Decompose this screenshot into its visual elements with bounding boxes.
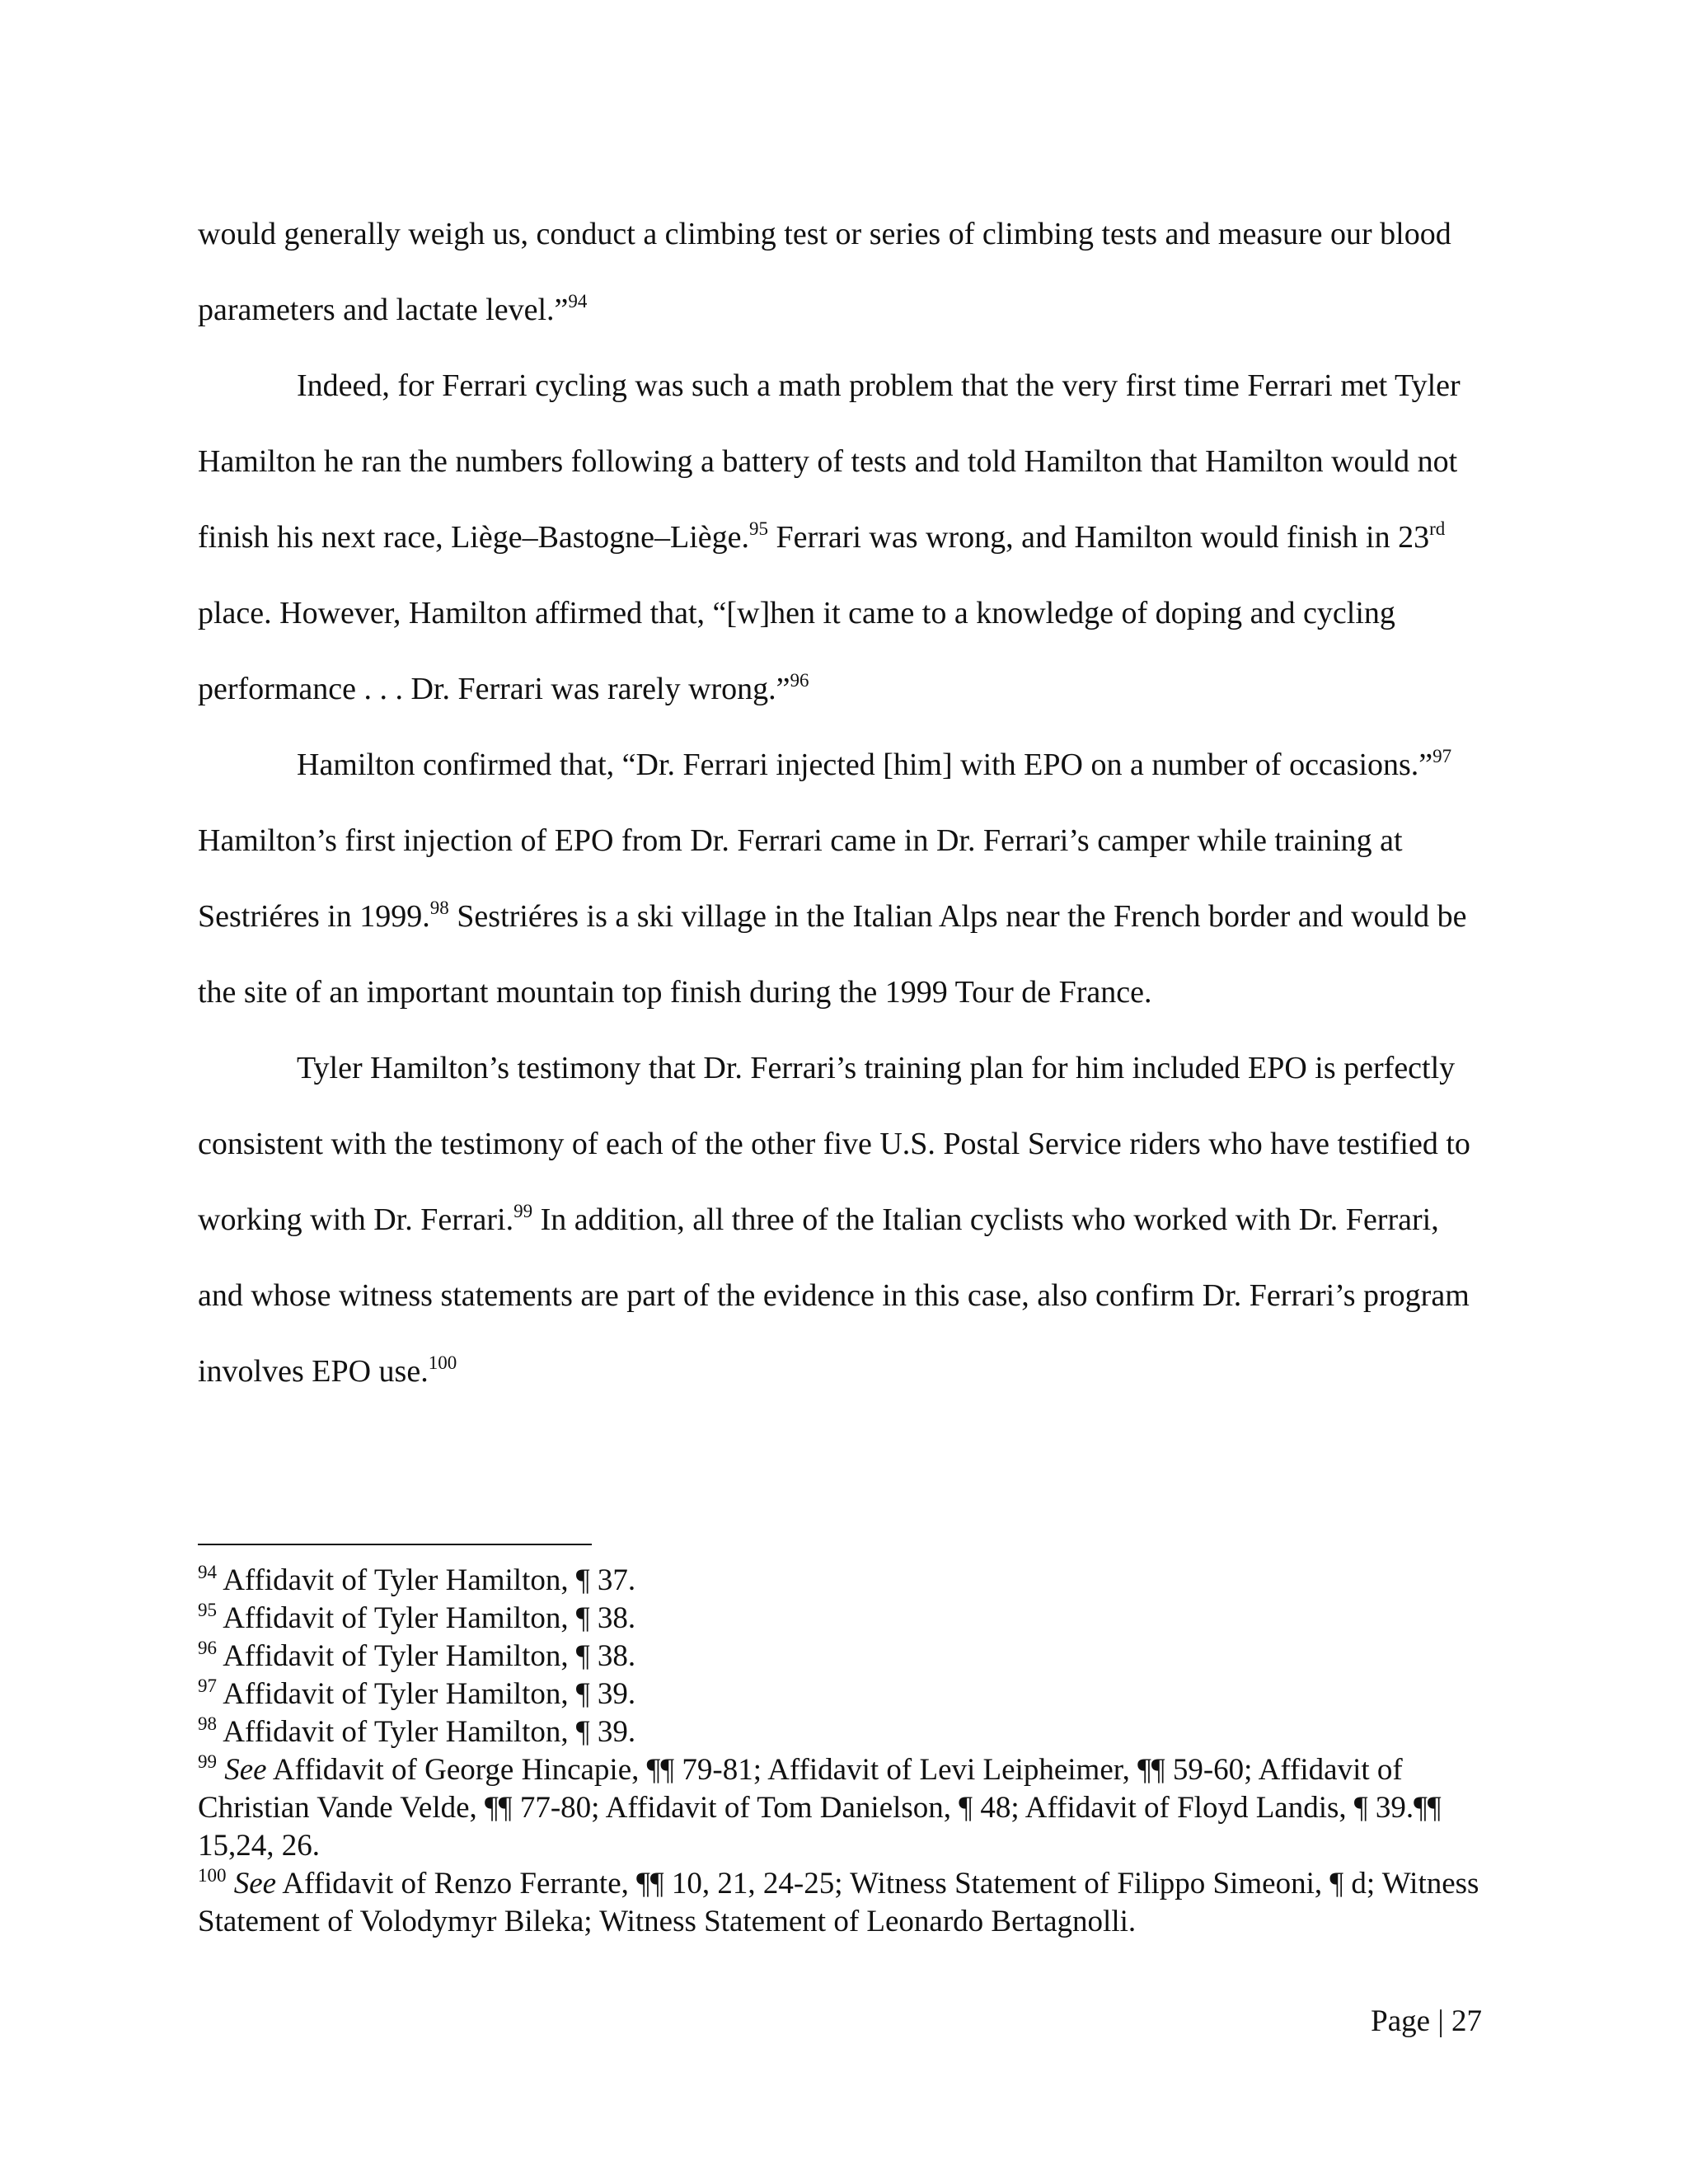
text-run: Tyler Hamilton’s testimony that Dr. Ferrari’s training plan for him included EPO is perfectly consistent with the testimony of each of the other five U.S. Postal Service riders who have testified to working with Dr. Ferrari. bbox=[198, 1051, 1470, 1237]
paragraph bbox=[198, 727, 1492, 1030]
paragraph bbox=[198, 196, 1492, 348]
footnote bbox=[198, 1562, 1500, 1600]
footnote-number: 95 bbox=[198, 1600, 217, 1620]
footnote bbox=[198, 1751, 1500, 1865]
footnote-number: 99 bbox=[198, 1751, 217, 1772]
footnote bbox=[198, 1713, 1500, 1751]
page-number: Page | 27 bbox=[1371, 2004, 1482, 2038]
footnote-reference[interactable]: 96 bbox=[790, 670, 809, 691]
footnote bbox=[198, 1638, 1500, 1675]
paragraph bbox=[198, 348, 1492, 727]
text-run: place. However, Hamilton affirmed that, “[w]hen it came to a knowledge of doping and cycling performance . . . Dr. Ferrari was rarely wrong.” bbox=[198, 596, 1395, 706]
footnote bbox=[198, 1600, 1500, 1638]
text-run bbox=[227, 1867, 234, 1900]
text-run: Affidavit of Tyler Hamilton, ¶ 37. bbox=[217, 1563, 636, 1597]
text-run: Hamilton confirmed that, “Dr. Ferrari injected [him] with EPO on a number of occasions.” bbox=[297, 748, 1433, 782]
footnote-reference[interactable]: 94 bbox=[568, 291, 588, 312]
italic-signal: See bbox=[224, 1753, 267, 1787]
footnote-number: 97 bbox=[198, 1675, 217, 1696]
text-run: Ferrari was wrong, and Hamilton would finish in 23 bbox=[768, 520, 1430, 555]
footnote-reference[interactable]: 97 bbox=[1432, 746, 1452, 766]
text-run: Affidavit of Tyler Hamilton, ¶ 38. bbox=[217, 1601, 636, 1635]
footnote-reference[interactable]: 95 bbox=[749, 518, 769, 539]
paragraph bbox=[198, 1030, 1492, 1409]
text-run: Indeed, for Ferrari cycling was such a math problem that the very first time Ferrari met Tyler Hamilton he ran the numbers following a battery of tests and told Hamilton that Hamilton would not finish his next race, Liège–Bastogne–Liège. bbox=[198, 368, 1461, 555]
footnote-number: 96 bbox=[198, 1638, 217, 1658]
footnote-reference[interactable]: 98 bbox=[429, 898, 449, 918]
text-run: Hamilton’s first injection of EPO from Dr. Ferrari came in Dr. Ferrari’s camper while training at Sestriéres in 1999. bbox=[198, 823, 1403, 934]
text-run: Affidavit of Tyler Hamilton, ¶ 39. bbox=[217, 1715, 636, 1749]
text-run: Sestriéres is a ski village in the Italian Alps near the French border and would be the site of an important mountain top finish during the 1999 Tour de France. bbox=[198, 899, 1467, 1010]
footnote-number: 100 bbox=[198, 1865, 227, 1886]
footnote-number: 94 bbox=[198, 1562, 217, 1582]
footnote-separator bbox=[198, 1544, 592, 1545]
footnote-reference[interactable]: 99 bbox=[513, 1201, 533, 1221]
text-run: Affidavit of Renzo Ferrante, ¶¶ 10, 21, 24-25; Witness Statement of Filippo Simeoni, ¶ d; Witness Statement of Volodymyr Bileka; Witness Statement of Leonardo Bertagnolli. bbox=[198, 1867, 1479, 1938]
text-run: would generally weigh us, conduct a climbing test or series of climbing tests and measure our blood parameters and lactate level.” bbox=[198, 217, 1451, 327]
text-run: In addition, all three of the Italian cyclists who worked with Dr. Ferrari, and whose witness statements are part of the evidence in this case, also confirm Dr. Ferrari’s program involves EPO use. bbox=[198, 1202, 1470, 1389]
footnote-reference[interactable]: rd bbox=[1429, 518, 1446, 539]
text-run: Affidavit of Tyler Hamilton, ¶ 39. bbox=[217, 1677, 636, 1711]
text-run bbox=[217, 1753, 224, 1787]
footnote-reference[interactable]: 100 bbox=[428, 1352, 457, 1373]
footnote-number: 98 bbox=[198, 1713, 217, 1734]
text-run: Affidavit of George Hincapie, ¶¶ 79-81; Affidavit of Levi Leipheimer, ¶¶ 59-60; Affidavit of Christian Vande Velde, ¶¶ 77-80; Affidavit of Tom Danielson, ¶ 48; Affidavit of Floyd Landis, ¶ 39.¶¶ 15,24, 26. bbox=[198, 1753, 1442, 1863]
body-text bbox=[198, 196, 1492, 1409]
italic-signal: See bbox=[233, 1867, 277, 1900]
footnote bbox=[198, 1865, 1500, 1941]
footnotes bbox=[198, 1562, 1500, 1941]
text-run: Affidavit of Tyler Hamilton, ¶ 38. bbox=[217, 1639, 636, 1673]
footnote bbox=[198, 1675, 1500, 1713]
